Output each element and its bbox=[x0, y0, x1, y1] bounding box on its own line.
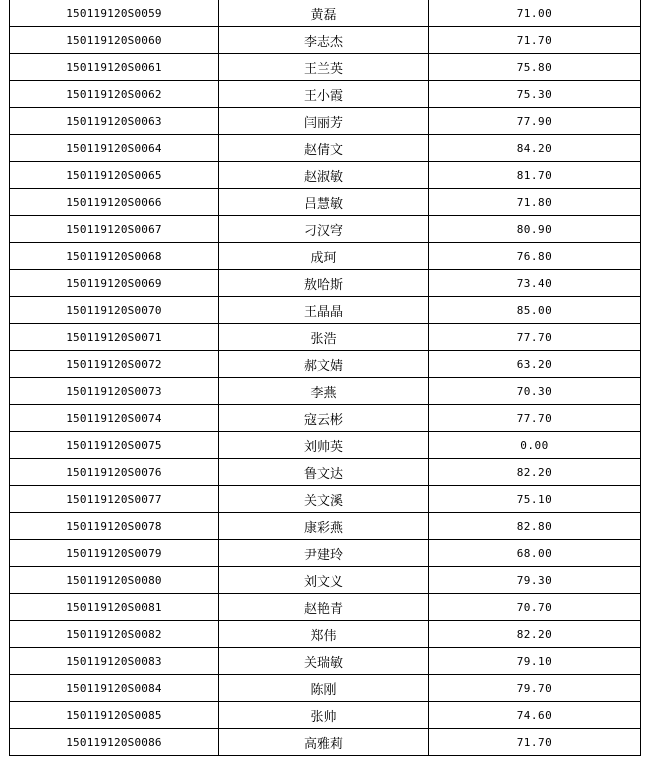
table-row bbox=[10, 702, 641, 729]
score-cell: 71.70 bbox=[429, 729, 641, 756]
candidate-name-cell: 关文溪 bbox=[219, 486, 429, 513]
score-cell: 71.00 bbox=[429, 0, 641, 27]
score-cell: 77.90 bbox=[429, 108, 641, 135]
table-row bbox=[10, 135, 641, 162]
candidate-name-cell: 黄磊 bbox=[219, 0, 429, 27]
table-row bbox=[10, 243, 641, 270]
score-cell: 80.90 bbox=[429, 216, 641, 243]
table-row bbox=[10, 189, 641, 216]
score-cell: 71.80 bbox=[429, 189, 641, 216]
candidate-id-cell: 150119120S0067 bbox=[10, 216, 219, 243]
score-table bbox=[9, 0, 641, 756]
candidate-name-cell: 高雅莉 bbox=[219, 729, 429, 756]
score-cell: 77.70 bbox=[429, 405, 641, 432]
table-row bbox=[10, 729, 641, 756]
candidate-name-cell: 闫丽芳 bbox=[219, 108, 429, 135]
score-cell: 79.10 bbox=[429, 648, 641, 675]
table-row bbox=[10, 540, 641, 567]
score-cell: 82.20 bbox=[429, 621, 641, 648]
candidate-name-cell: 刘文义 bbox=[219, 567, 429, 594]
candidate-name-cell: 刘帅英 bbox=[219, 432, 429, 459]
score-cell: 79.30 bbox=[429, 567, 641, 594]
candidate-name-cell: 吕慧敏 bbox=[219, 189, 429, 216]
candidate-id-cell: 150119120S0064 bbox=[10, 135, 219, 162]
score-cell: 73.40 bbox=[429, 270, 641, 297]
candidate-id-cell: 150119120S0069 bbox=[10, 270, 219, 297]
score-cell: 75.10 bbox=[429, 486, 641, 513]
table-row bbox=[10, 675, 641, 702]
table-row bbox=[10, 351, 641, 378]
candidate-name-cell: 赵艳青 bbox=[219, 594, 429, 621]
score-cell: 74.60 bbox=[429, 702, 641, 729]
table-row bbox=[10, 162, 641, 189]
candidate-name-cell: 康彩燕 bbox=[219, 513, 429, 540]
table-row bbox=[10, 54, 641, 81]
candidate-id-cell: 150119120S0072 bbox=[10, 351, 219, 378]
score-cell: 71.70 bbox=[429, 27, 641, 54]
score-cell: 75.80 bbox=[429, 54, 641, 81]
candidate-id-cell: 150119120S0060 bbox=[10, 27, 219, 54]
candidate-name-cell: 刁汉穹 bbox=[219, 216, 429, 243]
score-cell: 70.30 bbox=[429, 378, 641, 405]
table-row bbox=[10, 378, 641, 405]
candidate-id-cell: 150119120S0070 bbox=[10, 297, 219, 324]
candidate-id-cell: 150119120S0073 bbox=[10, 378, 219, 405]
candidate-id-cell: 150119120S0078 bbox=[10, 513, 219, 540]
candidate-name-cell: 张浩 bbox=[219, 324, 429, 351]
table-row bbox=[10, 486, 641, 513]
table-row bbox=[10, 81, 641, 108]
score-cell: 75.30 bbox=[429, 81, 641, 108]
candidate-name-cell: 敖哈斯 bbox=[219, 270, 429, 297]
candidate-id-cell: 150119120S0074 bbox=[10, 405, 219, 432]
score-cell: 77.70 bbox=[429, 324, 641, 351]
candidate-id-cell: 150119120S0068 bbox=[10, 243, 219, 270]
table-row bbox=[10, 324, 641, 351]
candidate-id-cell: 150119120S0084 bbox=[10, 675, 219, 702]
candidate-id-cell: 150119120S0085 bbox=[10, 702, 219, 729]
candidate-id-cell: 150119120S0086 bbox=[10, 729, 219, 756]
candidate-id-cell: 150119120S0062 bbox=[10, 81, 219, 108]
candidate-id-cell: 150119120S0075 bbox=[10, 432, 219, 459]
score-cell: 85.00 bbox=[429, 297, 641, 324]
candidate-name-cell: 李志杰 bbox=[219, 27, 429, 54]
score-cell: 84.20 bbox=[429, 135, 641, 162]
table-row bbox=[10, 27, 641, 54]
candidate-id-cell: 150119120S0082 bbox=[10, 621, 219, 648]
candidate-name-cell: 王晶晶 bbox=[219, 297, 429, 324]
score-cell: 70.70 bbox=[429, 594, 641, 621]
candidate-name-cell: 郑伟 bbox=[219, 621, 429, 648]
candidate-id-cell: 150119120S0059 bbox=[10, 0, 219, 27]
table-row bbox=[10, 648, 641, 675]
candidate-name-cell: 尹建玲 bbox=[219, 540, 429, 567]
table-row bbox=[10, 459, 641, 486]
table-row bbox=[10, 216, 641, 243]
table-row bbox=[10, 297, 641, 324]
table-row bbox=[10, 405, 641, 432]
candidate-id-cell: 150119120S0076 bbox=[10, 459, 219, 486]
table-row bbox=[10, 621, 641, 648]
candidate-id-cell: 150119120S0066 bbox=[10, 189, 219, 216]
table-row bbox=[10, 0, 641, 27]
candidate-name-cell: 成珂 bbox=[219, 243, 429, 270]
score-table-body bbox=[10, 0, 641, 756]
score-cell: 82.20 bbox=[429, 459, 641, 486]
score-cell: 76.80 bbox=[429, 243, 641, 270]
candidate-id-cell: 150119120S0080 bbox=[10, 567, 219, 594]
candidate-name-cell: 王小霞 bbox=[219, 81, 429, 108]
table-row bbox=[10, 108, 641, 135]
candidate-name-cell: 鲁文达 bbox=[219, 459, 429, 486]
score-cell: 63.20 bbox=[429, 351, 641, 378]
candidate-name-cell: 陈刚 bbox=[219, 675, 429, 702]
candidate-id-cell: 150119120S0077 bbox=[10, 486, 219, 513]
table-row bbox=[10, 432, 641, 459]
candidate-name-cell: 王兰英 bbox=[219, 54, 429, 81]
candidate-id-cell: 150119120S0079 bbox=[10, 540, 219, 567]
candidate-id-cell: 150119120S0061 bbox=[10, 54, 219, 81]
table-row bbox=[10, 594, 641, 621]
candidate-name-cell: 寇云彬 bbox=[219, 405, 429, 432]
candidate-name-cell: 关瑞敏 bbox=[219, 648, 429, 675]
table-row bbox=[10, 270, 641, 297]
score-cell: 81.70 bbox=[429, 162, 641, 189]
candidate-id-cell: 150119120S0081 bbox=[10, 594, 219, 621]
score-cell: 82.80 bbox=[429, 513, 641, 540]
candidate-id-cell: 150119120S0083 bbox=[10, 648, 219, 675]
candidate-name-cell: 张帅 bbox=[219, 702, 429, 729]
candidate-name-cell: 赵淑敏 bbox=[219, 162, 429, 189]
candidate-name-cell: 郝文婧 bbox=[219, 351, 429, 378]
candidate-id-cell: 150119120S0063 bbox=[10, 108, 219, 135]
table-row bbox=[10, 513, 641, 540]
score-cell: 68.00 bbox=[429, 540, 641, 567]
candidate-id-cell: 150119120S0071 bbox=[10, 324, 219, 351]
score-cell: 79.70 bbox=[429, 675, 641, 702]
candidate-name-cell: 李燕 bbox=[219, 378, 429, 405]
candidate-id-cell: 150119120S0065 bbox=[10, 162, 219, 189]
score-cell: 0.00 bbox=[429, 432, 641, 459]
candidate-name-cell: 赵倩文 bbox=[219, 135, 429, 162]
table-row bbox=[10, 567, 641, 594]
